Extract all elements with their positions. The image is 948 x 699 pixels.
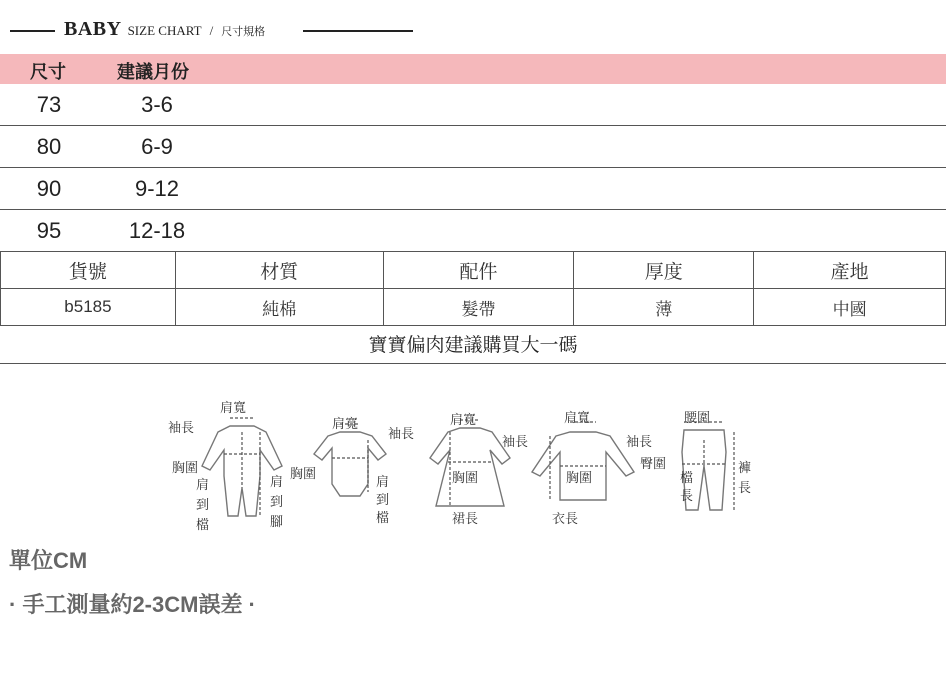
col-size: 尺寸 bbox=[30, 62, 66, 82]
diagram-label: 袖長 bbox=[388, 427, 415, 442]
spec-value-row bbox=[1, 289, 946, 326]
diagram-label: 臀圍 bbox=[640, 457, 667, 472]
header-cn: 尺寸規格 bbox=[221, 25, 266, 38]
spec-header-cell: 厚度 bbox=[574, 252, 754, 289]
diagram-label: 肩寬 bbox=[564, 411, 591, 426]
measurement-error-note: · 手工測量約2-3CM誤差 · bbox=[9, 592, 256, 617]
size-row bbox=[0, 210, 946, 252]
size-advice-text: 寶寶偏肉建議購買大一碼 bbox=[368, 335, 578, 356]
month-value: 9-12 bbox=[134, 176, 180, 201]
diagram-label: 袖長 bbox=[502, 435, 529, 450]
unit-label: 單位CM bbox=[9, 548, 88, 573]
diagram-label: 肩寬 bbox=[450, 413, 477, 428]
diagram-label: 到 bbox=[376, 493, 390, 508]
diagram-label: 檔 bbox=[196, 518, 210, 533]
header-line-left bbox=[10, 30, 55, 32]
diagram-label: 檔 bbox=[376, 511, 390, 526]
diagram-label: 肩 bbox=[376, 475, 390, 490]
spec-table bbox=[0, 251, 946, 326]
diagram-label: 衣長 bbox=[552, 512, 579, 527]
measurement-diagram-svg bbox=[160, 392, 760, 542]
spec-value-cell: 純棉 bbox=[175, 289, 383, 326]
diagram-label: 胸圍 bbox=[452, 471, 479, 486]
diagram-label: 長 bbox=[680, 489, 694, 504]
header-size-chart: SIZE CHART bbox=[127, 23, 202, 38]
diagram-label: 袖長 bbox=[626, 435, 653, 450]
diagram-label: 腳 bbox=[270, 515, 284, 530]
month-value: 12-18 bbox=[128, 218, 186, 243]
size-row bbox=[0, 168, 946, 210]
col-month: 建議月份 bbox=[117, 62, 189, 82]
diagram-label: 到 bbox=[270, 495, 284, 510]
size-advice-row bbox=[0, 326, 946, 364]
header-title bbox=[64, 18, 265, 41]
diagram-label: 袖長 bbox=[168, 421, 195, 436]
size-table-header bbox=[0, 54, 946, 84]
size-value: 73 bbox=[36, 92, 62, 117]
diagram-label: 裙長 bbox=[452, 512, 479, 527]
diagram-label: 胸圍 bbox=[566, 471, 593, 486]
size-chart-header bbox=[0, 14, 420, 46]
diagram-label: 肩寬 bbox=[220, 401, 247, 416]
spec-value-cell: b5185 bbox=[1, 289, 176, 326]
diagram-label: 肩寬 bbox=[332, 417, 359, 432]
header-line-right bbox=[303, 30, 413, 32]
size-value: 95 bbox=[36, 218, 62, 243]
size-row bbox=[0, 84, 946, 126]
spec-value-cell: 薄 bbox=[574, 289, 754, 326]
size-value: 80 bbox=[36, 134, 62, 159]
header-slash: / bbox=[209, 23, 214, 38]
spec-header-cell: 產地 bbox=[754, 252, 946, 289]
diagram-label: 肩 bbox=[196, 478, 210, 493]
diagram-label: 肩 bbox=[270, 475, 284, 490]
spec-header-cell: 配件 bbox=[383, 252, 574, 289]
spec-value-cell: 髮帶 bbox=[383, 289, 574, 326]
spec-value-cell: 中國 bbox=[754, 289, 946, 326]
month-value: 6-9 bbox=[141, 134, 173, 159]
diagram-label: 到 bbox=[196, 498, 210, 513]
diagram-label: 檔 bbox=[680, 471, 694, 486]
measurement-diagram bbox=[160, 392, 760, 542]
spec-header-cell: 貨號 bbox=[1, 252, 176, 289]
size-value: 90 bbox=[36, 176, 62, 201]
spec-header-cell: 材質 bbox=[175, 252, 383, 289]
diagram-label: 腰圍 bbox=[684, 411, 711, 426]
diagram-label: 胸圍 bbox=[172, 461, 199, 476]
month-value: 3-6 bbox=[141, 92, 173, 117]
diagram-label: 褲 bbox=[738, 461, 752, 476]
diagram-label: 長 bbox=[738, 481, 752, 496]
diagram-label: 胸圍 bbox=[290, 467, 317, 482]
dress-outline bbox=[430, 428, 510, 506]
spec-header-row bbox=[1, 252, 946, 289]
header-baby: BABY bbox=[64, 18, 122, 40]
size-row bbox=[0, 126, 946, 168]
